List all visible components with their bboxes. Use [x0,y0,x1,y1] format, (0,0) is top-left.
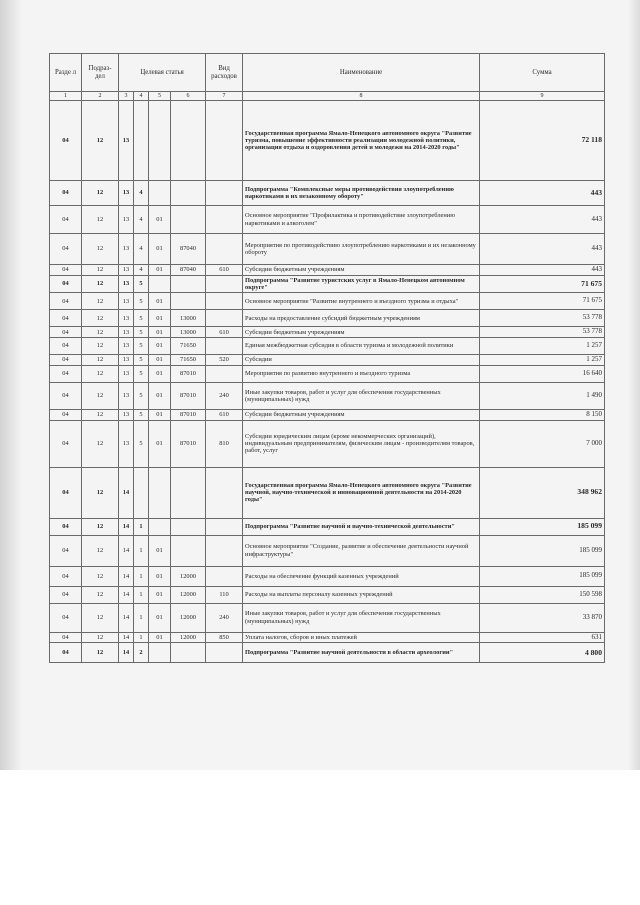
activity-code-cell: 01 [149,293,171,310]
program-code-cell: 13 [119,101,134,181]
name-cell: Единая межбюджетная субсидия в области туризма и молодежной политики [243,338,480,355]
expense-type-cell [206,293,243,310]
direction-code-cell [171,101,206,181]
header-naimenovanie: Наименование [243,54,480,92]
activity-code-cell [149,275,171,292]
table-row [50,181,605,206]
expense-type-cell [206,310,243,327]
sum-cell: 443 [480,234,605,265]
direction-code-cell: 87040 [171,234,206,265]
razdel-cell: 04 [50,181,82,206]
column-number: 2 [82,92,119,101]
name-cell: Основное мероприятие "Профилактика и противодействие злоупотреблению наркотиками и алкоголем" [243,206,480,234]
direction-code-cell [171,275,206,292]
direction-code-cell: 12000 [171,586,206,603]
activity-code-cell [149,518,171,535]
name-cell: Иные закупки товаров, работ и услуг для обеспечения государственных (муниципальных) нужд [243,382,480,409]
name-cell: Основное мероприятие "Создание, развитие и обеспечение деятельности научной инфраструктуры" [243,535,480,566]
expense-type-cell [206,101,243,181]
column-number: 6 [171,92,206,101]
direction-code-cell: 87010 [171,382,206,409]
podrazdel-cell: 12 [82,310,119,327]
subprogram-code-cell [134,101,149,181]
program-code-cell: 14 [119,518,134,535]
program-code-cell: 13 [119,206,134,234]
podrazdel-cell: 12 [82,586,119,603]
program-code-cell: 13 [119,382,134,409]
name-cell: Расходы на выплаты персоналу казенных учреждений [243,586,480,603]
podrazdel-cell: 12 [82,643,119,663]
expense-type-cell: 610 [206,327,243,338]
sum-cell: 72 118 [480,101,605,181]
podrazdel-cell: 12 [82,603,119,632]
razdel-cell: 04 [50,206,82,234]
column-number: 1 [50,92,82,101]
sum-cell: 1 257 [480,355,605,366]
podrazdel-cell: 12 [82,632,119,643]
direction-code-cell: 13000 [171,327,206,338]
razdel-cell: 04 [50,101,82,181]
sum-cell: 1 257 [480,338,605,355]
table-row [50,310,605,327]
direction-code-cell [171,535,206,566]
expense-type-cell [206,206,243,234]
sum-cell: 150 598 [480,586,605,603]
sum-cell: 185 099 [480,518,605,535]
razdel-cell: 04 [50,420,82,467]
podrazdel-cell: 12 [82,234,119,265]
activity-code-cell: 01 [149,382,171,409]
program-code-cell: 13 [119,338,134,355]
podrazdel-cell: 12 [82,265,119,276]
razdel-cell: 04 [50,234,82,265]
program-code-cell: 14 [119,643,134,663]
name-cell: Подпрограмма "Развитие научной и научно-технической деятельности" [243,518,480,535]
table-row [50,518,605,535]
direction-code-cell: 87010 [171,409,206,420]
program-code-cell: 13 [119,327,134,338]
podrazdel-cell: 12 [82,409,119,420]
sum-cell: 1 490 [480,382,605,409]
podrazdel-cell: 12 [82,275,119,292]
column-number: 9 [480,92,605,101]
subprogram-code-cell: 1 [134,535,149,566]
header-celevaya-statya: Целевая статья [119,54,206,92]
subprogram-code-cell: 5 [134,310,149,327]
razdel-cell: 04 [50,409,82,420]
sum-cell: 185 099 [480,566,605,586]
name-cell: Мероприятия по противодействию злоупотреблению наркотиками и их незаконному обороту [243,234,480,265]
table-row [50,467,605,518]
sum-cell: 71 675 [480,293,605,310]
razdel-cell: 04 [50,275,82,292]
sum-cell: 443 [480,181,605,206]
subprogram-code-cell: 5 [134,420,149,467]
podrazdel-cell: 12 [82,293,119,310]
razdel-cell: 04 [50,518,82,535]
activity-code-cell [149,101,171,181]
name-cell: Государственная программа Ямало-Ненецкого автономного округа "Развитие научной, научно-технической и инновационной деятельности на 2014-2020 годы" [243,467,480,518]
sum-cell: 8 150 [480,409,605,420]
expense-type-cell [206,535,243,566]
direction-code-cell: 87040 [171,265,206,276]
expense-type-cell: 240 [206,603,243,632]
name-cell: Подпрограмма "Комплексные меры противодействия злоупотреблению наркотиками и их незаконному обороту" [243,181,480,206]
expense-type-cell: 610 [206,265,243,276]
name-cell: Подпрограмма "Развитие научной деятельности в области археологии" [243,643,480,663]
razdel-cell: 04 [50,338,82,355]
expense-type-cell [206,275,243,292]
name-cell: Субсидии [243,355,480,366]
activity-code-cell: 01 [149,365,171,382]
razdel-cell: 04 [50,603,82,632]
activity-code-cell: 01 [149,586,171,603]
table-row [50,327,605,338]
name-cell: Мероприятия по развитию внутреннего и въездного туризма [243,365,480,382]
subprogram-code-cell: 4 [134,206,149,234]
expense-type-cell: 810 [206,420,243,467]
name-cell: Субсидии бюджетным учреждениям [243,327,480,338]
table-row [50,355,605,366]
program-code-cell: 13 [119,420,134,467]
program-code-cell: 14 [119,467,134,518]
podrazdel-cell: 12 [82,467,119,518]
table-row [50,586,605,603]
podrazdel-cell: 12 [82,101,119,181]
column-number-row [50,92,605,101]
activity-code-cell: 01 [149,234,171,265]
sum-cell: 185 099 [480,535,605,566]
activity-code-cell [149,181,171,206]
column-number: 5 [149,92,171,101]
program-code-cell: 14 [119,586,134,603]
podrazdel-cell: 12 [82,338,119,355]
program-code-cell: 14 [119,535,134,566]
direction-code-cell [171,467,206,518]
activity-code-cell: 01 [149,603,171,632]
expense-type-cell: 240 [206,382,243,409]
expense-type-cell: 520 [206,355,243,366]
subprogram-code-cell: 1 [134,586,149,603]
table-body [50,101,605,663]
podrazdel-cell: 12 [82,365,119,382]
subprogram-code-cell: 5 [134,293,149,310]
column-number: 7 [206,92,243,101]
subprogram-code-cell: 4 [134,265,149,276]
podrazdel-cell: 12 [82,535,119,566]
razdel-cell: 04 [50,632,82,643]
direction-code-cell [171,518,206,535]
table-row [50,101,605,181]
razdel-cell: 04 [50,365,82,382]
table-row [50,293,605,310]
sum-cell: 4 800 [480,643,605,663]
activity-code-cell: 01 [149,310,171,327]
subprogram-code-cell: 1 [134,566,149,586]
razdel-cell: 04 [50,586,82,603]
expense-type-cell [206,365,243,382]
sum-cell: 443 [480,206,605,234]
name-cell: Расходы на обеспечение функций казенных учреждений [243,566,480,586]
header-vid-rashodov: Вид расходов [206,54,243,92]
sum-cell: 33 870 [480,603,605,632]
podrazdel-cell: 12 [82,566,119,586]
budget-table [49,53,605,663]
direction-code-cell: 12000 [171,603,206,632]
razdel-cell: 04 [50,265,82,276]
table-row [50,275,605,292]
activity-code-cell: 01 [149,632,171,643]
subprogram-code-cell: 5 [134,275,149,292]
subprogram-code-cell: 1 [134,632,149,643]
subprogram-code-cell: 4 [134,181,149,206]
sum-cell: 443 [480,265,605,276]
name-cell: Субсидии юридическим лицам (кроме некоммерческих организаций), индивидуальным предпринимателям, физическим лицам - производителям товаров, работ, услуг [243,420,480,467]
subprogram-code-cell: 1 [134,518,149,535]
table-row [50,338,605,355]
direction-code-cell [171,293,206,310]
activity-code-cell: 01 [149,409,171,420]
header-razdel: Разде л [50,54,82,92]
sum-cell: 631 [480,632,605,643]
razdel-cell: 04 [50,643,82,663]
table-row [50,365,605,382]
activity-code-cell: 01 [149,566,171,586]
table-row [50,409,605,420]
name-cell: Государственная программа Ямало-Ненецкого автономного округа "Развитие туризма, повышение эффективности реализации молодежной политики, организация отдыха и оздоровления детей и молодежи на 2014-2020 годы" [243,101,480,181]
activity-code-cell [149,643,171,663]
name-cell: Уплата налогов, сборов и иных платежей [243,632,480,643]
subprogram-code-cell: 5 [134,327,149,338]
razdel-cell: 04 [50,382,82,409]
sum-cell: 16 640 [480,365,605,382]
column-number: 3 [119,92,134,101]
table-row [50,420,605,467]
name-cell: Расходы на предоставление субсидий бюджетным учреждениям [243,310,480,327]
activity-code-cell: 01 [149,327,171,338]
activity-code-cell: 01 [149,535,171,566]
expense-type-cell [206,643,243,663]
name-cell: Подпрограмма "Развитие туристских услуг в Ямало-Ненецком автономном округе" [243,275,480,292]
razdel-cell: 04 [50,535,82,566]
subprogram-code-cell: 5 [134,355,149,366]
subprogram-code-cell: 2 [134,643,149,663]
program-code-cell: 13 [119,310,134,327]
header-podrazdel: Подраз- дел [82,54,119,92]
table-row [50,234,605,265]
expense-type-cell [206,338,243,355]
activity-code-cell: 01 [149,338,171,355]
direction-code-cell [171,643,206,663]
direction-code-cell: 71650 [171,355,206,366]
podrazdel-cell: 12 [82,355,119,366]
table-row [50,643,605,663]
sum-cell: 53 778 [480,327,605,338]
razdel-cell: 04 [50,327,82,338]
table-row [50,206,605,234]
table-row [50,265,605,276]
sum-cell: 348 962 [480,467,605,518]
podrazdel-cell: 12 [82,420,119,467]
program-code-cell: 13 [119,365,134,382]
table-row [50,382,605,409]
scan-shadow-left [0,0,22,770]
razdel-cell: 04 [50,467,82,518]
subprogram-code-cell: 5 [134,382,149,409]
podrazdel-cell: 12 [82,206,119,234]
header-summa: Сумма [480,54,605,92]
header-row [50,54,605,92]
expense-type-cell: 850 [206,632,243,643]
program-code-cell: 13 [119,409,134,420]
column-number: 8 [243,92,480,101]
name-cell: Субсидии бюджетным учреждениям [243,265,480,276]
program-code-cell: 13 [119,181,134,206]
table-row [50,566,605,586]
name-cell: Субсидии бюджетным учреждениям [243,409,480,420]
direction-code-cell: 71650 [171,338,206,355]
razdel-cell: 04 [50,310,82,327]
subprogram-code-cell [134,467,149,518]
podrazdel-cell: 12 [82,181,119,206]
subprogram-code-cell: 5 [134,409,149,420]
subprogram-code-cell: 5 [134,365,149,382]
activity-code-cell: 01 [149,420,171,467]
table-row [50,535,605,566]
program-code-cell: 13 [119,234,134,265]
podrazdel-cell: 12 [82,382,119,409]
sum-cell: 71 675 [480,275,605,292]
expense-type-cell: 610 [206,409,243,420]
razdel-cell: 04 [50,355,82,366]
direction-code-cell: 87010 [171,420,206,467]
sum-cell: 53 778 [480,310,605,327]
direction-code-cell: 12000 [171,566,206,586]
program-code-cell: 13 [119,275,134,292]
expense-type-cell [206,566,243,586]
table-row [50,632,605,643]
program-code-cell: 13 [119,355,134,366]
program-code-cell: 14 [119,566,134,586]
program-code-cell: 13 [119,265,134,276]
name-cell: Иные закупки товаров, работ и услуг для обеспечения государственных (муниципальных) нужд [243,603,480,632]
name-cell: Основное мероприятие "Развитие внутреннего и въездного туризма и отдыха" [243,293,480,310]
activity-code-cell: 01 [149,265,171,276]
expense-type-cell [206,234,243,265]
razdel-cell: 04 [50,293,82,310]
activity-code-cell: 01 [149,355,171,366]
expense-type-cell [206,181,243,206]
activity-code-cell [149,467,171,518]
expense-type-cell [206,467,243,518]
podrazdel-cell: 12 [82,518,119,535]
direction-code-cell: 12000 [171,632,206,643]
expense-type-cell [206,518,243,535]
direction-code-cell [171,206,206,234]
scan-shadow-right [628,0,640,770]
subprogram-code-cell: 1 [134,603,149,632]
expense-type-cell: 110 [206,586,243,603]
subprogram-code-cell: 4 [134,234,149,265]
column-number: 4 [134,92,149,101]
direction-code-cell: 87010 [171,365,206,382]
activity-code-cell: 01 [149,206,171,234]
program-code-cell: 13 [119,293,134,310]
direction-code-cell: 13000 [171,310,206,327]
program-code-cell: 14 [119,632,134,643]
subprogram-code-cell: 5 [134,338,149,355]
program-code-cell: 14 [119,603,134,632]
direction-code-cell [171,181,206,206]
razdel-cell: 04 [50,566,82,586]
sum-cell: 7 000 [480,420,605,467]
table-row [50,603,605,632]
podrazdel-cell: 12 [82,327,119,338]
